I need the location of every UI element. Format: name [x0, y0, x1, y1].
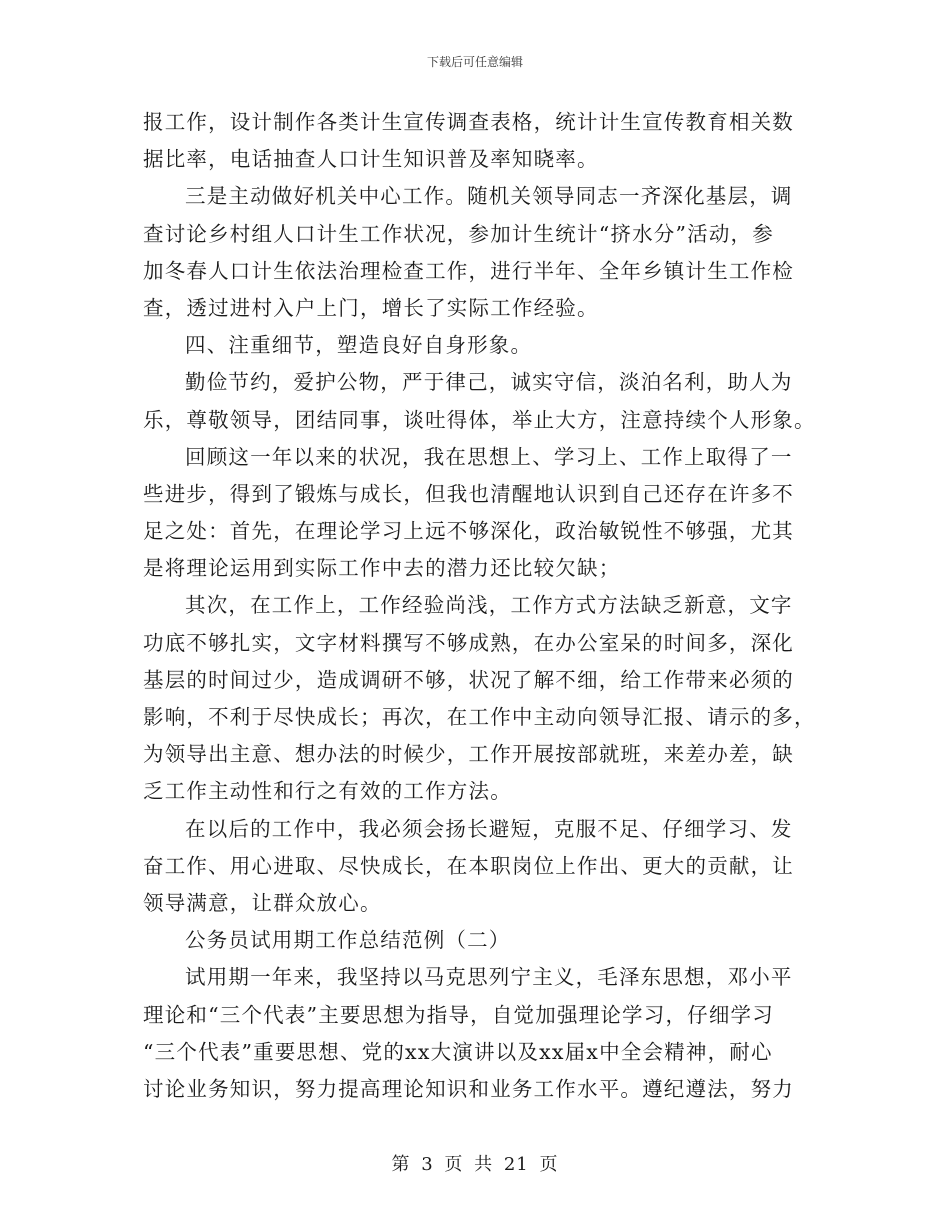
text-line: 查讨论乡村组人口计生工作状况，参加计生统计“挤水分”活动，参	[143, 221, 774, 246]
text-line: 三是主动做好机关中心工作。随机关领导同志一齐深化基层，调	[185, 184, 793, 209]
text-line: 为领导出主意、想办法的时候少，工作开展按部就班，来差办差，缺	[143, 742, 794, 767]
text-line: 其次，在工作上，工作经验尚浅，工作方式方法缺乏新意，文字	[185, 593, 793, 618]
text-line: 功底不够扎实，文字材料撰写不够成熟，在办公室呆的时间多，深化	[143, 630, 794, 655]
text-line: 试用期一年来，我坚持以马克思列宁主义，毛泽东思想，邓小平	[185, 965, 793, 990]
text-line: 是将理论运用到实际工作中去的潜力还比较欠缺；	[143, 556, 621, 581]
text-line: 公务员试用期工作总结范例（二）	[185, 928, 511, 953]
text-line: 些进步，得到了锻炼与成长，但我也清醒地认识到自己还存在许多不	[143, 481, 794, 506]
text-line: 领导满意，让群众放心。	[143, 890, 382, 915]
text-line: 基层的时间过少，造成调研不够，状况了解不细，给工作带来必须的	[143, 667, 794, 692]
document-body	[143, 104, 816, 1108]
text-line: 理论和“三个代表”主要思想为指导，自觉加强理论学习，仔细学习	[143, 1002, 774, 1027]
text-line: 奋工作、用心进取、尽快成长，在本职岗位上作出、更大的贡献，让	[143, 853, 794, 878]
text-line: 在以后的工作中，我必须会扬长避短，克服不足、仔细学习、发	[185, 816, 793, 841]
page-number: 第 3 页 共 21 页	[391, 1154, 559, 1175]
text-line: 据比率，电话抽查人口计生知识普及率知晓率。	[143, 147, 599, 172]
text-line: 乏工作主动性和行之有效的工作方法。	[143, 779, 512, 804]
text-line: 四、注重细节，塑造良好自身形象。	[185, 333, 533, 358]
text-line: 乐，尊敬领导，团结同事，谈吐得体，举止大方，注意持续个人形象。	[143, 407, 816, 432]
text-line: 足之处：首先，在理论学习上远不够深化，政治敏锐性不够强，尤其	[143, 519, 794, 544]
text-line: “三个代表”重要思想、党的xx大演讲以及xx届x中全会精神，耐心	[143, 1039, 773, 1064]
text-line: 查，透过进村入户上门，增长了实际工作经验。	[143, 295, 599, 320]
text-line: 勤俭节约，爱护公物，严于律己，诚实守信，淡泊名利，助人为	[185, 370, 793, 395]
page-header: 下载后可任意编辑	[426, 55, 523, 69]
text-line: 回顾这一年以来的状况，我在思想上、学习上、工作上取得了一	[185, 444, 793, 469]
text-line: 讨论业务知识，努力提高理论知识和业务工作水平。遵纪遵法，努力	[143, 1076, 794, 1101]
text-line: 加冬春人口计生依法治理检查工作，进行半年、全年乡镇计生工作检	[143, 258, 794, 283]
text-line: 影响，不利于尽快成长；再次，在工作中主动向领导汇报、请示的多，	[143, 705, 816, 729]
text-line: 报工作，设计制作各类计生宣传调查表格，统计计生宣传教育相关数	[143, 110, 794, 134]
